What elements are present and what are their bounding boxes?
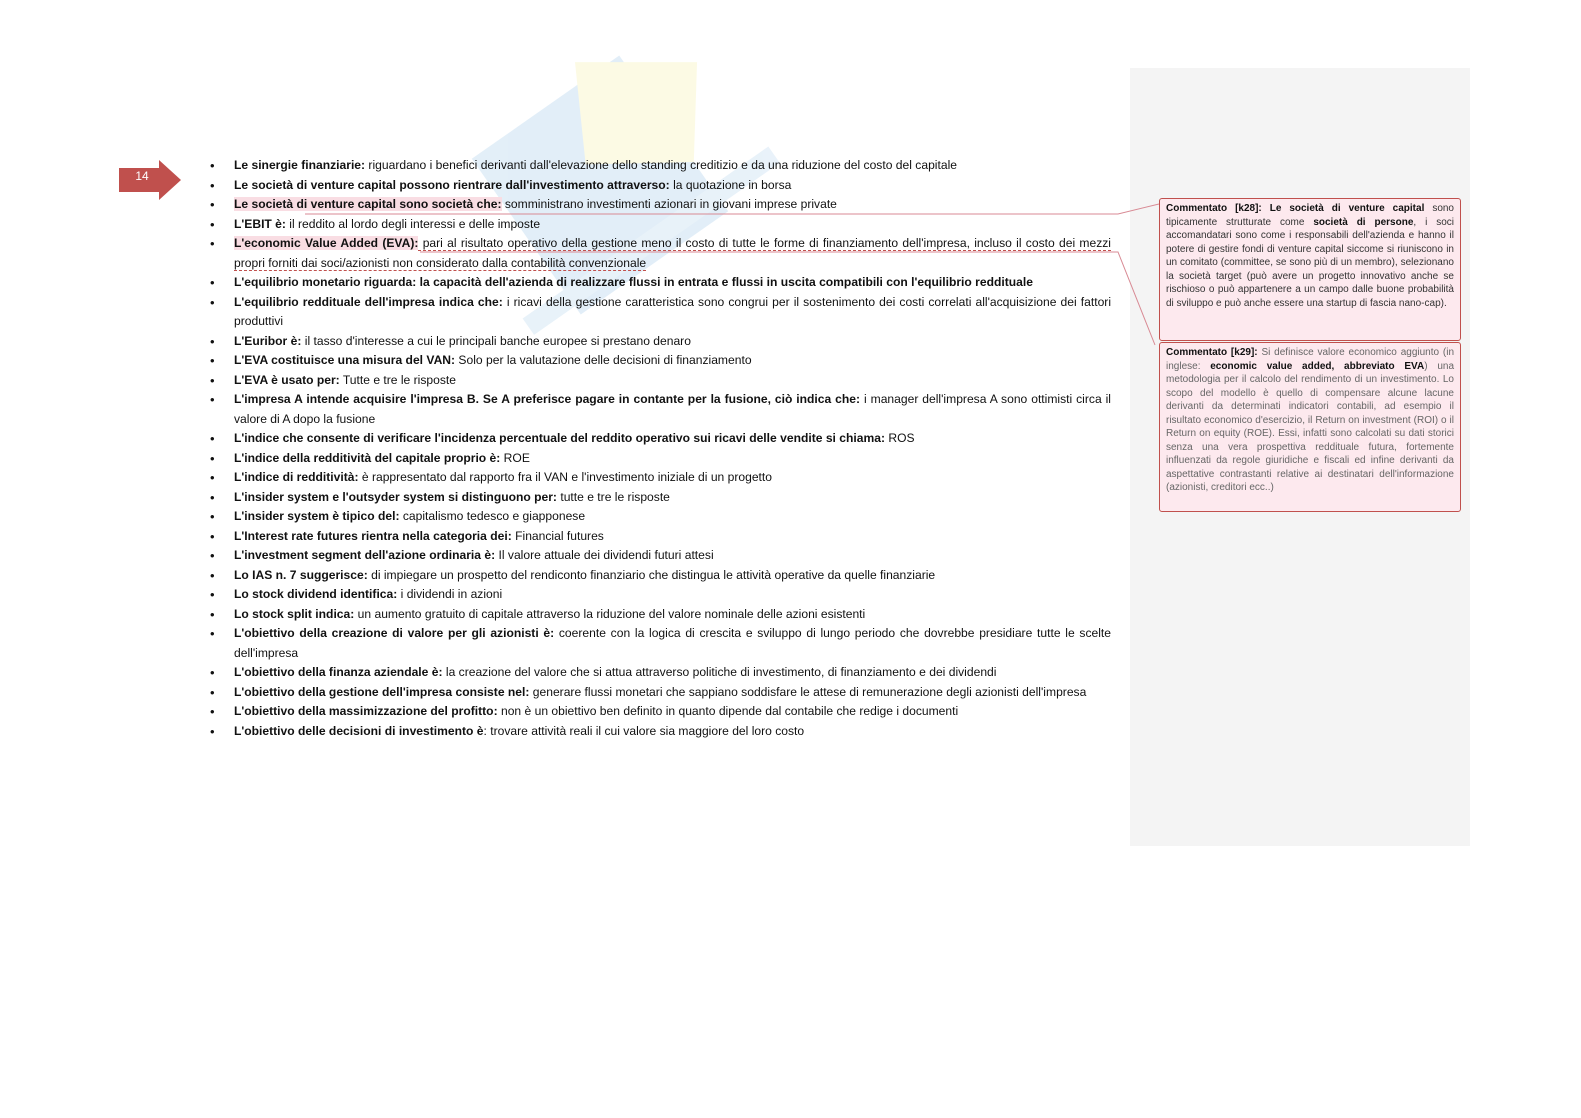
- list-item: • L'economic Value Added (EVA): pari al risultato operativo della gestione meno il costo di tutte le forme di finanziamento dell'impresa, incluso il costo dei mezzi propri forniti dai soci/azionisti non considerato dalla contabilità convenzionale: [210, 234, 1111, 273]
- list-item: • Le società di venture capital sono società che: somministrano investimenti azionari in giovani imprese private: [210, 195, 1111, 215]
- commented-text-k29[interactable]: L'economic Value Added (EVA):: [234, 236, 419, 250]
- list-item: • Lo stock split indica: un aumento gratuito di capitale attraverso la riduzione del valore nominale delle azioni esistenti: [210, 605, 1111, 625]
- list-item: • L'obiettivo della gestione dell'impresa consiste nel: generare flussi monetari che sappiano soddisfare le attese di remunerazione degli azionisti dell'impresa: [210, 683, 1111, 703]
- list-item: • L'obiettivo della finanza aziendale è: la creazione del valore che si attua attraverso politiche di investimento, di finanziamento e dei dividendi: [210, 663, 1111, 683]
- list-item: • L'insider system e l'outsyder system si distinguono per: tutte e tre le risposte: [210, 488, 1111, 508]
- list-item: • L'insider system è tipico del: capitalismo tedesco e giapponese: [210, 507, 1111, 527]
- list-item: • L'indice che consente di verificare l'incidenza percentuale del reddito operativo sui ricavi delle vendite si chiama: ROS: [210, 429, 1111, 449]
- commented-text-k28[interactable]: Le società di venture capital sono società che:: [234, 197, 502, 211]
- list-item: • Lo IAS n. 7 suggerisce: di impiegare un prospetto del rendiconto finanziario che distingua le attività operative da quelle finanziarie: [210, 566, 1111, 586]
- list-item: • Lo stock dividend identifica: i dividendi in azioni: [210, 585, 1111, 605]
- list-item: • L'indice di redditività: è rappresentato dal rapporto fra il VAN e l'investimento iniziale di un progetto: [210, 468, 1111, 488]
- list-item: • L'impresa A intende acquisire l'impresa B. Se A preferisce pagare in contante per la fusione, ciò indica che: i manager dell'impresa A sono ottimisti circa il valore di A dopo la fusione: [210, 390, 1111, 429]
- list-item: • L'EVA è usato per: Tutte e tre le risposte: [210, 371, 1111, 391]
- list-item: • Le sinergie finanziarie: riguardano i benefici derivanti dall'elevazione dello standing creditizio e da una riduzione del costo del capitale: [210, 156, 1111, 176]
- list-item: • L'equilibrio reddituale dell'impresa indica che: i ricavi della gestione caratteristica sono congrui per il sostenimento dei costi correlati all'acquisizione dei fattori produttivi: [210, 293, 1111, 332]
- page-number: 14: [135, 169, 149, 183]
- qa-list: [210, 156, 1111, 741]
- list-item: • L'Euribor è: il tasso d'interesse a cui le principali banche europee si prestano denaro: [210, 332, 1111, 352]
- list-item: • L'indice della redditività del capitale proprio è: ROE: [210, 449, 1111, 469]
- list-item: • L'Interest rate futures rientra nella categoria dei: Financial futures: [210, 527, 1111, 547]
- list-item: • L'obiettivo della massimizzazione del profitto: non è un obiettivo ben definito in quanto dipende dal contabile che redige i documenti: [210, 702, 1111, 722]
- list-item: • L'obiettivo della creazione di valore per gli azionisti è: coerente con la logica di crescita e sviluppo di lungo periodo che dovrebbe presidiare tutte le scelte dell'impresa: [210, 624, 1111, 663]
- comment-k28[interactable]: Commentato [k28]: Le società di venture capital sono tipicamente strutturate come società di persone, i soci accomandatari sono come i responsabili dell'azienda e hanno il potere di gestire fondi di venture capital siccome si riuniscono in un comitato (committee, se sono più di un membro), selezionano la società target (può avere un progetto innovativo anche se rischioso o può appartenere a un campo dalle buone probabilità di sviluppo e può anche essere una startup di fascia nano-cap).: [1159, 198, 1461, 341]
- list-item: • L'investment segment dell'azione ordinaria è: Il valore attuale dei dividendi futuri attesi: [210, 546, 1111, 566]
- list-item: • Le società di venture capital possono rientrare dall'investimento attraverso: la quotazione in borsa: [210, 176, 1111, 196]
- list-item: • L'equilibrio monetario riguarda: la capacità dell'azienda di realizzare flussi in entrata e flussi in uscita compatibili con l'equilibrio reddituale: [210, 273, 1111, 293]
- comment-k29[interactable]: Commentato [k29]: Si definisce valore economico aggiunto (in inglese: economic value added, abbreviato EVA) una metodologia per il calcolo del rendimento di un investimento. Lo scopo del modello è quello di compensare alcune lacune derivanti da determinati indicatori contabili, ad esempio il risultato economico d'esercizio, il Return on investment (ROI) o il Return on equity (ROE). Essi, infatti sono calcolati su dati storici senza una vera prospettiva reddituale futura, fortemente influenzati da regole giuridiche e fiscali ed infine derivanti da aspettative contrastanti relative ai destinatari dell'informazione (azionisti, creditori ecc..): [1159, 342, 1461, 512]
- list-item: • L'EBIT è: il reddito al lordo degli interessi e delle imposte: [210, 215, 1111, 235]
- list-item: • L'EVA costituisce una misura del VAN: Solo per la valutazione delle decisioni di finanziamento: [210, 351, 1111, 371]
- list-item: • L'obiettivo delle decisioni di investimento è: trovare attività reali il cui valore sia maggiore del loro costo: [210, 722, 1111, 742]
